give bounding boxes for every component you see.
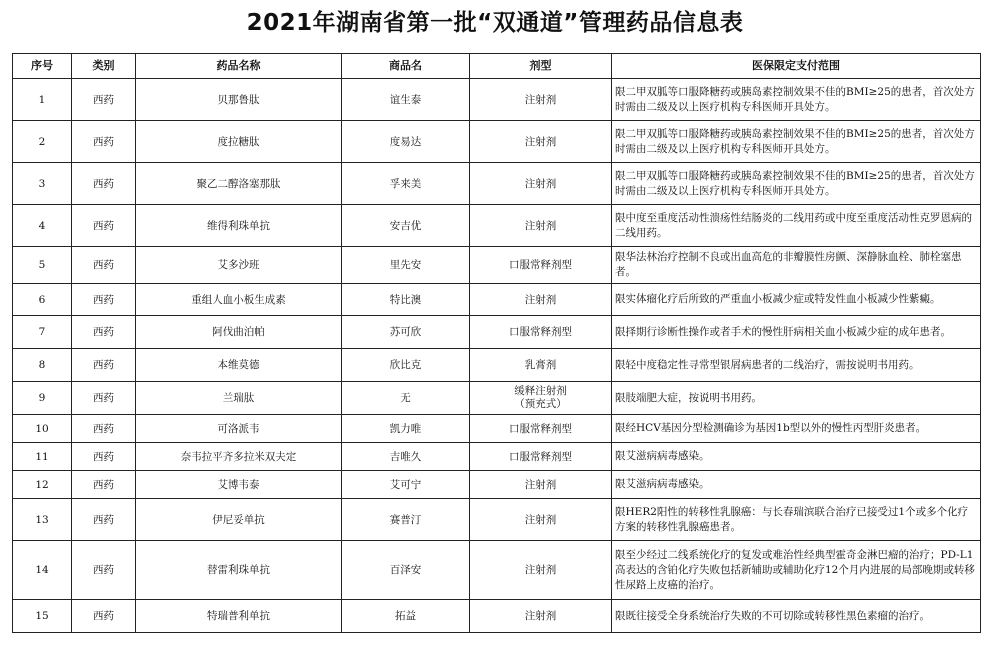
cell-scope: 限择期行诊断性操作或者手术的慢性肝病相关血小板减少症的成年患者。 <box>612 316 981 349</box>
table-row <box>13 247 981 284</box>
table-row <box>13 316 981 349</box>
cell-dosage-form <box>470 247 612 284</box>
dosage-form-line: 注射剂 <box>524 135 557 148</box>
dosage-form-line: 缓释注射剂 <box>514 385 567 397</box>
cell-category: 西药 <box>72 471 136 499</box>
cell-seq: 3 <box>13 163 72 205</box>
cell-scope: 限既往接受全身系统治疗失败的不可切除或转移性黑色素瘤的治疗。 <box>612 600 981 633</box>
cell-trade-name: 孚来美 <box>342 163 470 205</box>
cell-seq: 11 <box>13 443 72 471</box>
table-row <box>13 79 981 121</box>
cell-trade-name: 艾可宁 <box>342 471 470 499</box>
cell-dosage-form <box>470 541 612 600</box>
cell-category: 西药 <box>72 443 136 471</box>
cell-drug-name: 艾博韦泰 <box>136 471 342 499</box>
cell-dosage-form <box>470 205 612 247</box>
cell-seq: 1 <box>13 79 72 121</box>
header-dosage-form: 剂型 <box>470 54 612 79</box>
cell-trade-name: 无 <box>342 382 470 415</box>
cell-seq: 15 <box>13 600 72 633</box>
cell-dosage-form <box>470 471 612 499</box>
dosage-form-line: 口服常释剂型 <box>509 259 572 271</box>
cell-category: 西药 <box>72 316 136 349</box>
dosage-form-line: 注射剂 <box>524 478 557 491</box>
header-scope: 医保限定支付范围 <box>612 54 981 79</box>
table-row <box>13 284 981 316</box>
cell-scope: 限艾滋病病毒感染。 <box>612 443 981 471</box>
table-header-row <box>13 54 981 79</box>
cell-seq: 13 <box>13 499 72 541</box>
cell-trade-name: 度易达 <box>342 121 470 163</box>
dosage-form-line: （预充式） <box>514 398 567 410</box>
header-trade-name: 商品名 <box>342 54 470 79</box>
cell-category: 西药 <box>72 600 136 633</box>
cell-trade-name: 谊生泰 <box>342 79 470 121</box>
cell-dosage-form <box>470 499 612 541</box>
cell-scope: 限经HCV基因分型检测确诊为基因1b型以外的慢性丙型肝炎患者。 <box>612 415 981 443</box>
header-seq: 序号 <box>13 54 72 79</box>
cell-seq: 14 <box>13 541 72 600</box>
cell-drug-name: 特瑞普利单抗 <box>136 600 342 633</box>
table-row <box>13 499 981 541</box>
cell-category: 西药 <box>72 79 136 121</box>
cell-trade-name: 百泽安 <box>342 541 470 600</box>
cell-drug-name: 兰瑞肽 <box>136 382 342 415</box>
table-row <box>13 163 981 205</box>
cell-scope: 限中度至重度活动性溃疡性结肠炎的二线用药或中度至重度活动性克罗恩病的二线用药。 <box>612 205 981 247</box>
cell-seq: 12 <box>13 471 72 499</box>
cell-drug-name: 替雷利珠单抗 <box>136 541 342 600</box>
cell-scope: 限二甲双胍等口服降糖药或胰岛素控制效果不佳的BMI≥25的患者，首次处方时需由二级及以上医疗机构专科医师开具处方。 <box>612 121 981 163</box>
table-row <box>13 600 981 633</box>
cell-category: 西药 <box>72 541 136 600</box>
cell-scope: 限至少经过二线系统化疗的复发或难治性经典型霍奇金淋巴瘤的治疗；PD-L1高表达的含铂化疗失败包括新辅助或辅助化疗12个月内进展的局部晚期或转移性尿路上皮癌的治疗。 <box>612 541 981 600</box>
page-title: 2021年湖南省第一批“双通道”管理药品信息表 <box>246 10 744 36</box>
cell-scope: 限华法林治疗控制不良或出血高危的非瓣膜性房颤、深静脉血栓、肺栓塞患者。 <box>612 247 981 284</box>
dosage-form-line: 注射剂 <box>524 610 557 622</box>
cell-scope: 限二甲双胍等口服降糖药或胰岛素控制效果不佳的BMI≥25的患者，首次处方时需由二级及以上医疗机构专科医师开具处方。 <box>612 163 981 205</box>
dosage-form-line: 乳膏剂 <box>524 359 557 371</box>
cell-dosage-form <box>470 79 612 121</box>
cell-drug-name: 维得利珠单抗 <box>136 205 342 247</box>
cell-category: 西药 <box>72 284 136 316</box>
cell-drug-name: 贝那鲁肽 <box>136 79 342 121</box>
table-row <box>13 541 981 600</box>
cell-category: 西药 <box>72 382 136 415</box>
dosage-form-line: 注射剂 <box>524 93 557 106</box>
cell-category: 西药 <box>72 163 136 205</box>
cell-drug-name: 重组人血小板生成素 <box>136 284 342 316</box>
header-drug-name: 药品名称 <box>136 54 342 79</box>
cell-dosage-form <box>470 349 612 382</box>
cell-dosage-form <box>470 443 612 471</box>
cell-dosage-form <box>470 415 612 443</box>
cell-trade-name: 拓益 <box>342 600 470 633</box>
cell-drug-name: 度拉糖肽 <box>136 121 342 163</box>
cell-trade-name: 赛普汀 <box>342 499 470 541</box>
cell-scope: 限艾滋病病毒感染。 <box>612 471 981 499</box>
table-row <box>13 349 981 382</box>
cell-seq: 4 <box>13 205 72 247</box>
cell-drug-name: 本维莫德 <box>136 349 342 382</box>
cell-trade-name: 安吉优 <box>342 205 470 247</box>
cell-scope: 限实体瘤化疗后所致的严重血小板减少症或特发性血小板减少性紫癜。 <box>612 284 981 316</box>
dosage-form-line: 口服常释剂型 <box>509 450 572 463</box>
dosage-form-line: 口服常释剂型 <box>509 326 572 338</box>
cell-dosage-form <box>470 284 612 316</box>
dosage-form-line: 注射剂 <box>524 513 557 526</box>
cell-trade-name: 特比澳 <box>342 284 470 316</box>
cell-drug-name: 聚乙二醇洛塞那肽 <box>136 163 342 205</box>
cell-category: 西药 <box>72 349 136 382</box>
cell-scope: 限HER2阳性的转移性乳腺癌：与长春瑞滨联合治疗已接受过1个或多个化疗方案的转移性乳腺癌患者。 <box>612 499 981 541</box>
table-row <box>13 415 981 443</box>
cell-category: 西药 <box>72 415 136 443</box>
cell-trade-name: 凯力唯 <box>342 415 470 443</box>
cell-drug-name: 奈韦拉平齐多拉米双夫定 <box>136 443 342 471</box>
cell-scope: 限轻中度稳定性寻常型银屑病患者的二线治疗，需按说明书用药。 <box>612 349 981 382</box>
cell-category: 西药 <box>72 247 136 284</box>
table-row <box>13 471 981 499</box>
cell-category: 西药 <box>72 121 136 163</box>
cell-scope: 限二甲双胍等口服降糖药或胰岛素控制效果不佳的BMI≥25的患者，首次处方时需由二级及以上医疗机构专科医师开具处方。 <box>612 79 981 121</box>
cell-drug-name: 可洛派韦 <box>136 415 342 443</box>
dosage-form-line: 注射剂 <box>524 219 557 232</box>
cell-category: 西药 <box>72 205 136 247</box>
cell-seq: 5 <box>13 247 72 284</box>
cell-seq: 9 <box>13 382 72 415</box>
cell-trade-name: 吉唯久 <box>342 443 470 471</box>
cell-seq: 7 <box>13 316 72 349</box>
cell-trade-name: 欣比克 <box>342 349 470 382</box>
dosage-form-line: 注射剂 <box>524 177 557 190</box>
cell-drug-name: 阿伐曲泊帕 <box>136 316 342 349</box>
table-row <box>13 443 981 471</box>
table-row <box>13 121 981 163</box>
cell-dosage-form <box>470 600 612 633</box>
cell-dosage-form <box>470 382 612 415</box>
dosage-form-line: 注射剂 <box>524 293 557 306</box>
header-category: 类别 <box>72 54 136 79</box>
cell-drug-name: 伊尼妥单抗 <box>136 499 342 541</box>
cell-dosage-form <box>470 121 612 163</box>
drug-info-table <box>12 53 981 633</box>
dosage-form-line: 注射剂 <box>524 564 557 576</box>
cell-trade-name: 里先安 <box>342 247 470 284</box>
cell-seq: 6 <box>13 284 72 316</box>
cell-drug-name: 艾多沙班 <box>136 247 342 284</box>
cell-scope: 限肢端肥大症，按说明书用药。 <box>612 382 981 415</box>
cell-trade-name: 苏可欣 <box>342 316 470 349</box>
cell-seq: 2 <box>13 121 72 163</box>
cell-dosage-form <box>470 316 612 349</box>
cell-seq: 8 <box>13 349 72 382</box>
dosage-form-line: 口服常释剂型 <box>509 422 572 435</box>
table-row <box>13 382 981 415</box>
cell-category: 西药 <box>72 499 136 541</box>
cell-seq: 10 <box>13 415 72 443</box>
table-row <box>13 205 981 247</box>
cell-dosage-form <box>470 163 612 205</box>
